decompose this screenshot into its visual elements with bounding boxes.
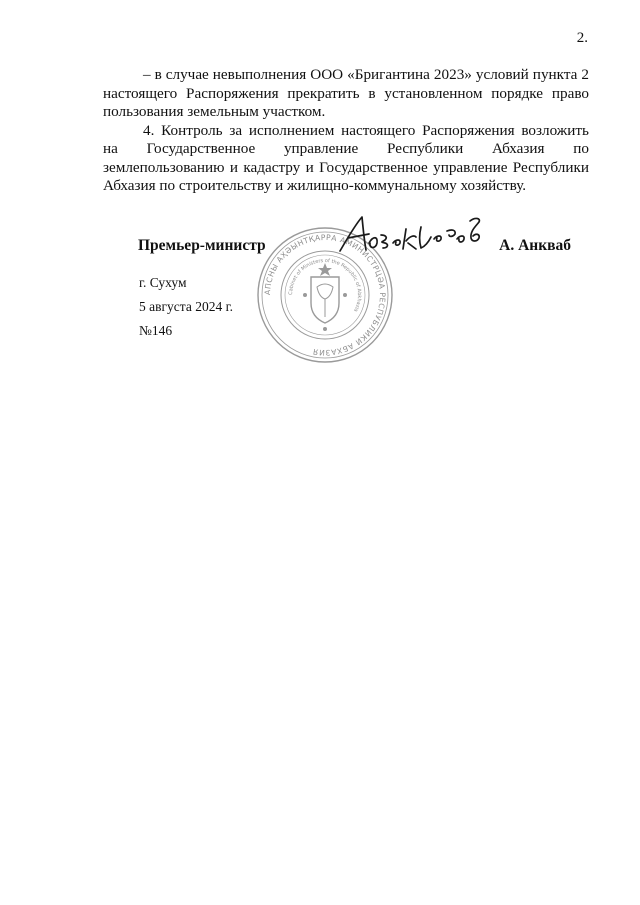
signatory-title: Премьер-министр xyxy=(138,237,266,254)
place-of-issue: г. Сухум xyxy=(139,275,187,290)
document-body xyxy=(103,66,589,196)
document-number: №146 xyxy=(139,323,173,338)
seal-outer-text: АПСНЫ АҲӘЫНТҚАРРА АМИНИСТРЦӘА РЕСПУБЛИКИ АБХАЗИЯ xyxy=(262,232,388,358)
paragraph-control-clause: 4. Контроль за исполнением настоящего Распоряжения возложить на Государственное управление Республики Абхазия по землепользованию и кадастру и Государственное управление Республики Абхазия по строительству и жилищно-коммунальному хозяйству. xyxy=(103,121,589,194)
handwritten-signature xyxy=(335,213,485,258)
document-meta xyxy=(139,271,233,343)
seal-inner-text: Cabinet of Ministers of the Republic of Abkhazia xyxy=(287,257,363,313)
issue-date: 5 августа 2024 г. xyxy=(139,299,233,314)
paragraph-termination-clause: – в случае невыполнения ООО «Бригантина 2023» условий пункта 2 настоящего Распоряжения прекратить в установленном порядке право пользования земельным участком. xyxy=(103,66,589,120)
page-number: 2. xyxy=(576,30,588,46)
signatory-name: А. Анкваб xyxy=(499,237,571,254)
